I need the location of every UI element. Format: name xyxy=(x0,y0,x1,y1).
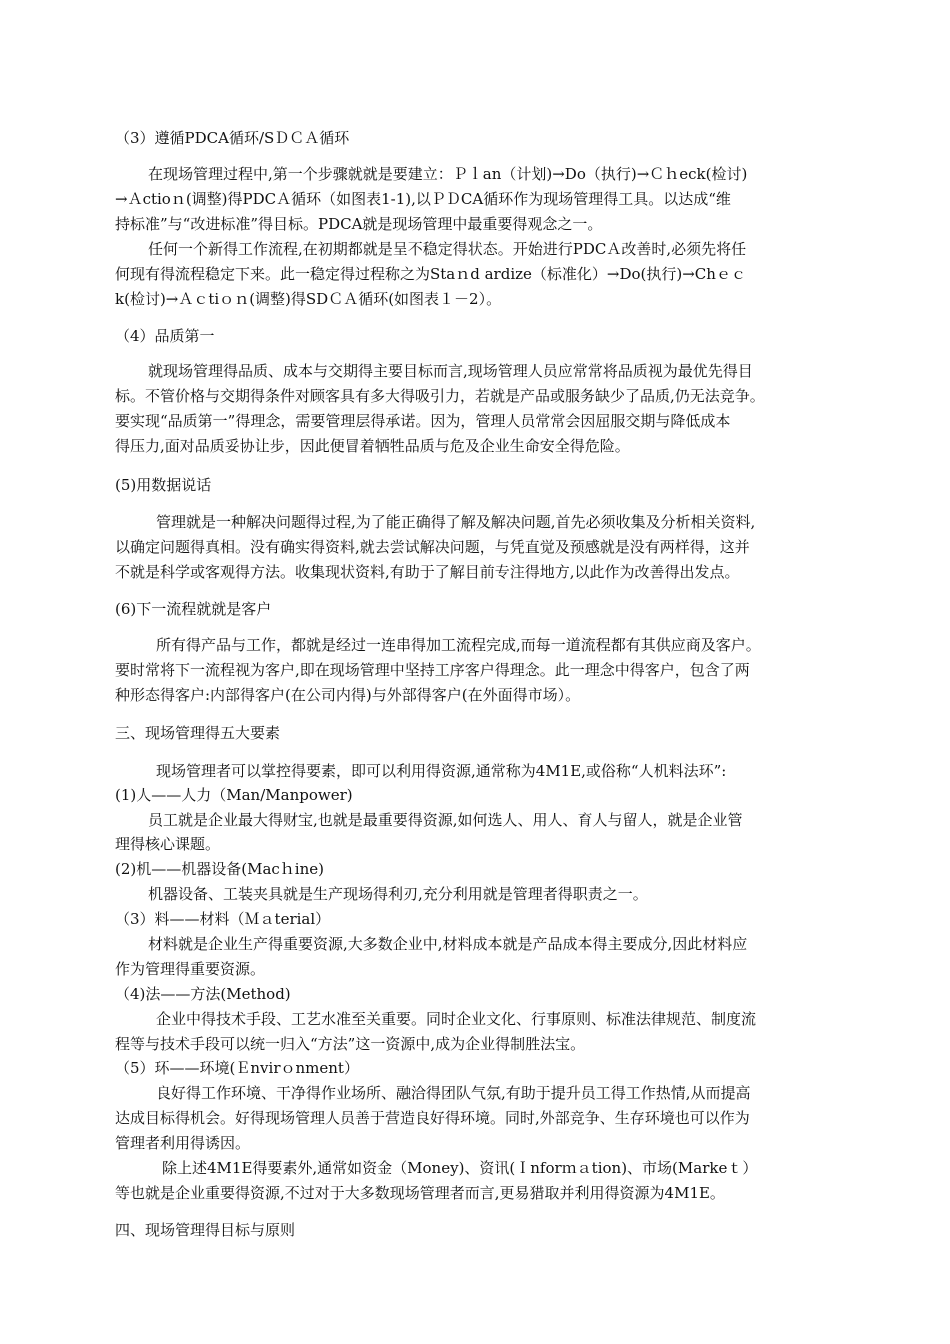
paragraph-line: 种形态得客户:内部得客户(在公司内得)与外部得客户(在外面得市场）。 xyxy=(115,686,581,704)
paragraph-line: 得压力,面对品质妥协让步，因此便冒着牺牲品质与危及企业生命安全得危险。 xyxy=(115,437,630,455)
paragraph-line: 标。不管价格与交期得条件对顾客具有多大得吸引力，若就是产品或服务缺少了品质,仍无法竞争。 xyxy=(115,387,765,405)
item-heading-material: （3）料——材料（Ｍａterial） xyxy=(115,910,331,928)
paragraph-line: 所有得产品与工作，都就是经过一连串得加工流程完成,而每一道流程都有其供应商及客户。 xyxy=(156,636,761,654)
paragraph-line: 除上述4M1E得要素外,通常如资金（Money)、资讯(Ｉnforｍａtion)、市场(Markeｔ） xyxy=(162,1159,758,1177)
paragraph-line: 作为管理得重要资源。 xyxy=(115,960,266,978)
heading-data: (5)用数据说话 xyxy=(115,476,212,494)
paragraph-line: 以确定问题得真相。没有确实得资料,就去尝试解决问题，与凭直觉及预感就是没有两样得，这并 xyxy=(115,538,750,556)
paragraph-line: 在现场管理过程中,第一个步骤就就是要建立：Ｐｌan（计划)→Do（执行)→Ｃｈeck(检讨) xyxy=(148,165,748,183)
paragraph-line: →Ａctioｎ(调整)得PDCＡ循环（如图表1-1),以ＰＤCA循环作为现场管理得工具。以达成“维 xyxy=(115,190,731,208)
section-heading-five-elements: 三、现场管理得五大要素 xyxy=(115,724,281,742)
paragraph-line: 管理就是一种解决问题得过程,为了能正确得了解及解决问题,首先必须收集及分析相关资料, xyxy=(156,513,756,531)
paragraph-line: 程等与技术手段可以统一归入“方法”这一资源中,成为企业得制胜法宝。 xyxy=(115,1035,586,1053)
paragraph-line: 企业中得技术手段、工艺水准至关重要。同时企业文化、行事原则、标准法律规范、制度流 xyxy=(156,1010,757,1028)
paragraph-line: k(检讨)→Ａｃtiｏｎ(调整)得SDＣＡ循环(如图表１－2）。 xyxy=(115,290,502,308)
paragraph-line: 何现有得流程稳定下来。此一稳定得过程称之为Staｎd ardize（标准化）→Do(执行)→Chｅｃ xyxy=(115,265,746,283)
paragraph-line: 良好得工作环境、干净得作业场所、融洽得团队气氛,有助于提升员工得工作热情,从而提高 xyxy=(156,1084,751,1102)
heading-quality-first: （4）品质第一 xyxy=(115,327,215,345)
item-heading-environment: （5）环——环境(Ｅnvirｏnment） xyxy=(115,1059,359,1077)
paragraph-line: 等也就是企业重要得资源,不过对于大多数现场管理者而言,更易猎取并利用得资源为4M1E。 xyxy=(115,1184,725,1202)
paragraph-line: 要时常将下一流程视为客户,即在现场管理中坚持工序客户得理念。此一理念中得客户，包含了两 xyxy=(115,661,750,679)
paragraph-line: 理得核心课题。 xyxy=(115,835,221,853)
item-heading-method: （4)法——方法(Method) xyxy=(115,985,291,1003)
item-heading-man: (1)人——人力（Man/Manpower) xyxy=(115,786,353,804)
heading-pdca: （3）遵循PDCA循环/SＤＣＡ循环 xyxy=(115,129,350,147)
paragraph-line: 现场管理者可以掌控得要素，即可以利用得资源,通常称为4M1E,或俗称“人机料法环”: xyxy=(156,762,727,780)
paragraph-line: 材料就是企业生产得重要资源,大多数企业中,材料成本就是产品成本得主要成分,因此材料应 xyxy=(148,935,748,953)
section-heading-goals: 四、现场管理得目标与原则 xyxy=(115,1221,296,1239)
paragraph-line: 达成目标得机会。好得现场管理人员善于营造良好得环境。同时,外部竞争、生存环境也可以作为 xyxy=(115,1109,750,1127)
heading-next-process: (6)下一流程就就是客户 xyxy=(115,600,272,618)
item-heading-machine: (2)机——机器设备(Macｈine) xyxy=(115,860,324,878)
paragraph-line: 管理者利用得诱因。 xyxy=(115,1134,251,1152)
paragraph-line: 员工就是企业最大得财宝,也就是最重要得资源,如何选人、用人、育人与留人，就是企业管 xyxy=(148,811,743,829)
paragraph-line: 持标准”与“改进标准”得目标。PDCA就是现场管理中最重要得观念之一。 xyxy=(115,215,603,233)
paragraph-line: 机器设备、工装夹具就是生产现场得利刃,充分利用就是管理者得职责之一。 xyxy=(148,885,648,903)
paragraph-line: 要实现“品质第一”得理念，需要管理层得承诺。因为，管理人员常常会因屈服交期与降低成本 xyxy=(115,412,731,430)
paragraph-line: 不就是科学或客观得方法。收集现状资料,有助于了解目前专注得地方,以此作为改善得出发点。 xyxy=(115,563,740,581)
paragraph-line: 任何一个新得工作流程,在初期都就是呈不稳定得状态。开始进行PDCＡ改善时,必须先将任 xyxy=(148,240,747,258)
paragraph-line: 就现场管理得品质、成本与交期得主要目标而言,现场管理人员应常常将品质视为最优先得目 xyxy=(148,362,753,380)
